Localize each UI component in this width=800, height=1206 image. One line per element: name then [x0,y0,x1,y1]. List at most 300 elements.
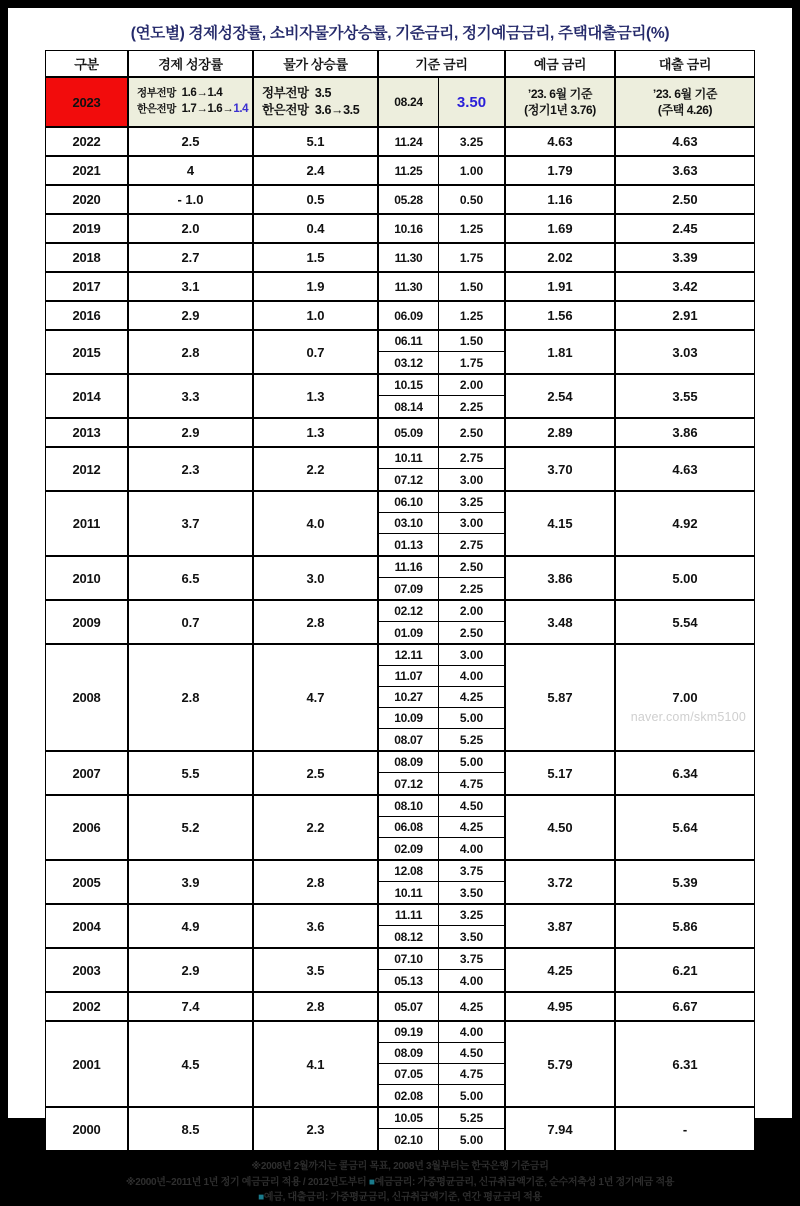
base-rate-value: 5.00 [439,1129,504,1150]
base-rate-entry [379,157,504,184]
base-rate-entry [379,729,504,750]
base-rate-date: 08.12 [379,926,439,947]
base-rate-date: 10.27 [379,687,439,708]
base-rate-subtable [379,1108,504,1150]
deposit-rate-cell: 2.02 [505,243,615,272]
base-rate-subtable [379,601,504,643]
base-rate-value: 1.25 [439,302,504,329]
base-rate-value: 3.50 [439,882,504,903]
base-rate-entry [379,687,504,708]
inflation-rate-cell: 2.3 [253,1107,378,1151]
table-header-row [45,50,755,77]
base-rate-value: 1.75 [439,352,504,373]
base-rate-entry [379,534,504,555]
base-rate-date: 11.30 [379,273,439,300]
base-rate-entry [379,1022,504,1043]
deposit-rate-cell: 1.69 [505,214,615,243]
column-header-division: 구분 [45,50,128,77]
growth-rate-cell: - 1.0 [128,185,253,214]
base-rate-value: 1.75 [439,244,504,271]
base-rate-subtable [379,752,504,794]
loan-rate-cell: 6.34 [615,751,755,795]
base-rate-value: 3.00 [439,645,504,666]
growth-rate-cell: 2.7 [128,243,253,272]
base-rate-value: 2.75 [439,448,504,469]
base-rate-cell [378,272,505,301]
growth-rate-cell: 2.9 [128,948,253,992]
base-rate-date: 02.09 [379,838,439,859]
base-rate-date: 10.11 [379,882,439,903]
row-year: 2020 [45,185,128,214]
base-rate-value: 3.25 [439,492,504,513]
table-row [45,243,755,272]
deposit-rate-cell: 4.63 [505,127,615,156]
base-rate-entry [379,419,504,446]
base-rate-cell [378,556,505,600]
base-rate-value: 4.25 [439,993,504,1020]
base-rate-cell [378,491,505,556]
base-rate-date: 01.09 [379,622,439,643]
table-row [45,556,755,600]
base-rate-value: 5.25 [439,729,504,750]
table-row [45,447,755,491]
row-year: 2006 [45,795,128,860]
loan-rate-cell: 3.63 [615,156,755,185]
base-rate-entry [379,244,504,271]
inflation-rate-cell: 4.7 [253,644,378,751]
base-rate-cell [378,156,505,185]
inflation-rate-cell: 2.8 [253,600,378,644]
row-year: 2019 [45,214,128,243]
base-rate-subtable [379,375,504,417]
deposit-rate-cell: 3.70 [505,447,615,491]
row-year: 2017 [45,272,128,301]
base-rate-cell [378,904,505,948]
base-rate-cell [378,992,505,1021]
base-rate-entry [379,752,504,773]
base-rate-entry [379,601,504,622]
row-year: 2005 [45,860,128,904]
growth-rate-cell: 2.8 [128,330,253,374]
base-rate-subtable [379,861,504,903]
base-rate-value: 3.50 [439,926,504,947]
base-rate-value: 5.00 [439,752,504,773]
base-rate-value: 1.25 [439,215,504,242]
base-rate-entry [379,1085,504,1106]
base-rate-cell [378,301,505,330]
base-rate-subtable [379,302,504,329]
inflation-rate-cell: 2.8 [253,860,378,904]
base-rate-entry [379,666,504,687]
base-rate-value: 1.50 [439,331,504,352]
table-row [45,1107,755,1151]
base-rate-subtable [379,186,504,213]
base-rate-subtable [379,796,504,859]
loan-rate-cell: 6.21 [615,948,755,992]
footnote-2-prefix: ※2000년~2011년 1년 정기 예금금리 적용 / 2012년도부터 [125,1176,369,1188]
table-row [45,272,755,301]
growth-rate-cell: 3.1 [128,272,253,301]
square-bullet-icon: ■ [368,1176,375,1188]
loan-rate-cell: 3.86 [615,418,755,447]
base-rate-date: 03.12 [379,352,439,373]
growth-rate-cell: 0.7 [128,600,253,644]
base-rate-date: 08.10 [379,796,439,817]
row-year: 2007 [45,751,128,795]
deposit-rate-cell: 4.50 [505,795,615,860]
base-rate-entry [379,448,504,469]
base-rate-value: 5.00 [439,708,504,729]
base-rate-date: 05.09 [379,419,439,446]
column-header-deposit-rate: 예금 금리 [505,50,615,77]
footnote-2-body: 예금금리: 가중평균금리, 신규취급액기준, 순수저축성 1년 정기예금 적용 [374,1176,675,1188]
base-rate-subtable [379,78,504,126]
base-rate-date: 11.25 [379,157,439,184]
base-rate-entry [379,375,504,396]
row-year: 2004 [45,904,128,948]
base-rate-date: 03.10 [379,513,439,534]
base-rate-cell [378,751,505,795]
base-rate-cell [378,447,505,491]
infographic-page [8,8,792,1203]
deposit-rate-cell: 4.95 [505,992,615,1021]
base-rate-value: 3.75 [439,861,504,882]
footnote-line-2 [8,1175,792,1191]
inflation-rate-cell: 1.3 [253,418,378,447]
column-header-loan-rate: 대출 금리 [615,50,755,77]
deposit-rate-cell: 3.48 [505,600,615,644]
base-rate-value: 4.00 [439,1022,504,1043]
base-rate-cell [378,948,505,992]
base-rate-date: 10.09 [379,708,439,729]
base-rate-subtable [379,492,504,555]
base-rate-cell [378,1107,505,1151]
base-rate-subtable [379,128,504,155]
base-rate-date: 07.09 [379,578,439,599]
base-rate-date: 11.16 [379,557,439,578]
column-header-growth: 경제 성장률 [128,50,253,77]
base-rate-date: 11.24 [379,128,439,155]
deposit-rate-cell: 2.54 [505,374,615,418]
base-rate-date: 07.10 [379,949,439,970]
deposit-rate-cell: 3.87 [505,904,615,948]
base-rate-date: 07.12 [379,469,439,490]
base-rate-value: 3.50 [439,78,504,126]
row-year: 2009 [45,600,128,644]
base-rate-entry [379,993,504,1020]
row-year: 2003 [45,948,128,992]
loan-rate-cell: 6.67 [615,992,755,1021]
base-rate-cell [378,418,505,447]
inflation-rate-cell: 2.2 [253,447,378,491]
growth-rate-cell: 7.4 [128,992,253,1021]
watermark: naver.com/skm5100 [630,710,746,724]
row-year: 2001 [45,1021,128,1107]
base-rate-entry [379,1129,504,1150]
inflation-rate-cell: 2.2 [253,795,378,860]
deposit-rate-cell: 5.17 [505,751,615,795]
base-rate-date: 10.15 [379,375,439,396]
deposit-rate-cell: 5.87 [505,644,615,751]
base-rate-date: 09.19 [379,1022,439,1043]
row-year: 2002 [45,992,128,1021]
base-rate-date: 06.11 [379,331,439,352]
base-rate-date: 02.10 [379,1129,439,1150]
deposit-rate-cell: 7.94 [505,1107,615,1151]
table-row [45,374,755,418]
table-row [45,185,755,214]
base-rate-entry [379,557,504,578]
base-rate-entry [379,513,504,534]
base-rate-date: 02.12 [379,601,439,622]
inflation-rate-cell: 2.8 [253,992,378,1021]
inflation-rate-cell: 5.1 [253,127,378,156]
base-rate-value: 3.25 [439,905,504,926]
growth-rate-cell: 6.5 [128,556,253,600]
base-rate-entry [379,215,504,242]
loan-rate-cell: 5.54 [615,600,755,644]
base-rate-value: 4.75 [439,773,504,794]
base-rate-date: 07.05 [379,1064,439,1085]
base-rate-entry [379,773,504,794]
row-year: 2015 [45,330,128,374]
base-rate-date: 08.14 [379,396,439,417]
table-row [45,860,755,904]
growth-rate-cell: 8.5 [128,1107,253,1151]
growth-rate-cell: 2.8 [128,644,253,751]
growth-rate-cell: 정부전망 1.6→1.4 한은전망 1.7→1.6→1.4 [128,77,253,127]
footnote-3-body: 예금, 대출금리: 가중평균금리, 신규취급액기준, 연간 평균금리 적용 [263,1192,542,1203]
growth-rate-cell: 2.0 [128,214,253,243]
growth-rate-cell: 2.3 [128,447,253,491]
loan-rate-cell: 3.55 [615,374,755,418]
base-rate-entry [379,882,504,903]
row-year: 2018 [45,243,128,272]
deposit-rate-cell: 1.91 [505,272,615,301]
table-row [45,992,755,1021]
base-rate-entry [379,817,504,838]
base-rate-entry [379,838,504,859]
loan-rate-cell: 5.00 [615,556,755,600]
loan-rate-cell: 3.03 [615,330,755,374]
table-row [45,214,755,243]
interest-rate-table [45,50,755,1151]
footnote-line-1: ※2008년 2월까지는 콜금리 목표, 2008년 3월부터는 한국은행 기준금리 [251,1161,549,1172]
base-rate-date: 10.16 [379,215,439,242]
loan-rate-cell: 6.31 [615,1021,755,1107]
base-rate-value: 2.00 [439,601,504,622]
base-rate-value: 2.50 [439,622,504,643]
deposit-rate-cell: 3.86 [505,556,615,600]
base-rate-date: 02.08 [379,1085,439,1106]
inflation-rate-cell: 1.9 [253,272,378,301]
loan-rate-cell: 4.63 [615,127,755,156]
base-rate-date: 05.28 [379,186,439,213]
base-rate-subtable [379,557,504,599]
base-rate-subtable [379,993,504,1020]
base-rate-subtable [379,215,504,242]
base-rate-value: 2.00 [439,375,504,396]
loan-rate-cell: 2.50 [615,185,755,214]
inflation-rate-cell: 2.5 [253,751,378,795]
deposit-rate-cell: 1.81 [505,330,615,374]
inflation-rate-cell: 0.7 [253,330,378,374]
row-year: 2000 [45,1107,128,1151]
base-rate-date: 10.11 [379,448,439,469]
growth-rate-cell: 2.9 [128,301,253,330]
base-rate-value: 2.50 [439,557,504,578]
growth-rate-cell: 4.9 [128,904,253,948]
table-row [45,330,755,374]
inflation-rate-cell: 1.0 [253,301,378,330]
row-year: 2012 [45,447,128,491]
row-year: 2023 [45,77,128,127]
deposit-rate-cell: 1.79 [505,156,615,185]
column-header-base-rate: 기준 금리 [378,50,505,77]
base-rate-value: 5.25 [439,1108,504,1129]
base-rate-entry [379,970,504,991]
base-rate-subtable [379,157,504,184]
table-row [45,795,755,860]
growth-rate-cell: 3.9 [128,860,253,904]
base-rate-value: 4.75 [439,1064,504,1085]
base-rate-date: 05.07 [379,993,439,1020]
table-body [45,77,755,1151]
deposit-rate-cell: 1.16 [505,185,615,214]
row-year: 2010 [45,556,128,600]
loan-rate-cell: 5.39 [615,860,755,904]
base-rate-entry [379,492,504,513]
base-rate-value: 4.25 [439,817,504,838]
base-rate-entry [379,1043,504,1064]
base-rate-cell [378,374,505,418]
growth-rate-cell: 2.5 [128,127,253,156]
table-row [45,1021,755,1107]
base-rate-date: 11.07 [379,666,439,687]
inflation-rate-cell: 4.0 [253,491,378,556]
loan-rate-cell: - [615,1107,755,1151]
inflation-rate-cell: 3.6 [253,904,378,948]
base-rate-cell [378,243,505,272]
base-rate-value: 0.50 [439,186,504,213]
inflation-rate-cell: 0.5 [253,185,378,214]
loan-rate-cell: 3.39 [615,243,755,272]
base-rate-entry [379,186,504,213]
loan-rate-cell: 4.92 [615,491,755,556]
inflation-rate-cell: 1.3 [253,374,378,418]
inflation-rate-cell: 3.0 [253,556,378,600]
inflation-rate-cell: 2.4 [253,156,378,185]
deposit-rate-cell: 3.72 [505,860,615,904]
base-rate-entry [379,469,504,490]
base-rate-date: 06.08 [379,817,439,838]
row-year: 2013 [45,418,128,447]
base-rate-value: 2.25 [439,396,504,417]
base-rate-entry [379,302,504,329]
row-year: 2014 [45,374,128,418]
base-rate-date: 08.09 [379,1043,439,1064]
base-rate-entry [379,1108,504,1129]
deposit-rate-cell: 4.25 [505,948,615,992]
base-rate-value: 4.00 [439,838,504,859]
base-rate-value: 1.50 [439,273,504,300]
base-rate-cell [378,860,505,904]
base-rate-subtable [379,645,504,750]
base-rate-cell [378,600,505,644]
base-rate-date: 08.07 [379,729,439,750]
table-container [8,50,792,1151]
loan-rate-cell: 7.00 [615,644,755,751]
table-row [45,156,755,185]
base-rate-value: 2.75 [439,534,504,555]
base-rate-entry [379,273,504,300]
base-rate-value: 2.50 [439,419,504,446]
base-rate-entry [379,861,504,882]
base-rate-value: 5.00 [439,1085,504,1106]
base-rate-date: 12.11 [379,645,439,666]
base-rate-subtable [379,949,504,991]
base-rate-entry [379,128,504,155]
loan-rate-cell: 5.64 [615,795,755,860]
growth-rate-cell: 4.5 [128,1021,253,1107]
base-rate-cell [378,1021,505,1107]
base-rate-value: 4.50 [439,1043,504,1064]
table-row [45,418,755,447]
base-rate-cell [378,77,505,127]
deposit-rate-cell: 4.15 [505,491,615,556]
column-header-inflation: 물가 상승률 [253,50,378,77]
table-row [45,644,755,751]
loan-rate-cell: 4.63 [615,447,755,491]
table-row [45,77,755,127]
growth-rate-cell: 5.2 [128,795,253,860]
base-rate-date: 01.13 [379,534,439,555]
base-rate-entry [379,578,504,599]
base-rate-entry [379,1064,504,1085]
base-rate-entry [379,796,504,817]
base-rate-value: 3.75 [439,949,504,970]
growth-rate-cell: 3.3 [128,374,253,418]
page-title: (연도별) 경제성장률, 소비자물가상승률, 기준금리, 정기예금금리, 주택대출금리(%) [130,25,670,42]
base-rate-date: 05.13 [379,970,439,991]
footnotes [8,1151,792,1206]
base-rate-value: 4.50 [439,796,504,817]
footnote-line-3 [8,1190,792,1206]
base-rate-entry [379,926,504,947]
inflation-rate-cell: 정부전망 3.5 한은전망 3.6→3.5 [253,77,378,127]
base-rate-date: 07.12 [379,773,439,794]
loan-rate-cell: 2.91 [615,301,755,330]
base-rate-cell [378,214,505,243]
table-row [45,751,755,795]
base-rate-entry [379,645,504,666]
deposit-rate-cell: 2.89 [505,418,615,447]
base-rate-value: 3.00 [439,513,504,534]
base-rate-subtable [379,244,504,271]
base-rate-subtable [379,331,504,373]
base-rate-entry [379,949,504,970]
table-row [45,600,755,644]
base-rate-entry [379,708,504,729]
base-rate-cell [378,330,505,374]
base-rate-value: 4.25 [439,687,504,708]
inflation-rate-cell: 1.5 [253,243,378,272]
row-year: 2022 [45,127,128,156]
base-rate-cell [378,185,505,214]
loan-rate-cell: 3.42 [615,272,755,301]
row-year: 2016 [45,301,128,330]
loan-rate-cell: ’23. 6월 기준 (주택 4.26) [615,77,755,127]
